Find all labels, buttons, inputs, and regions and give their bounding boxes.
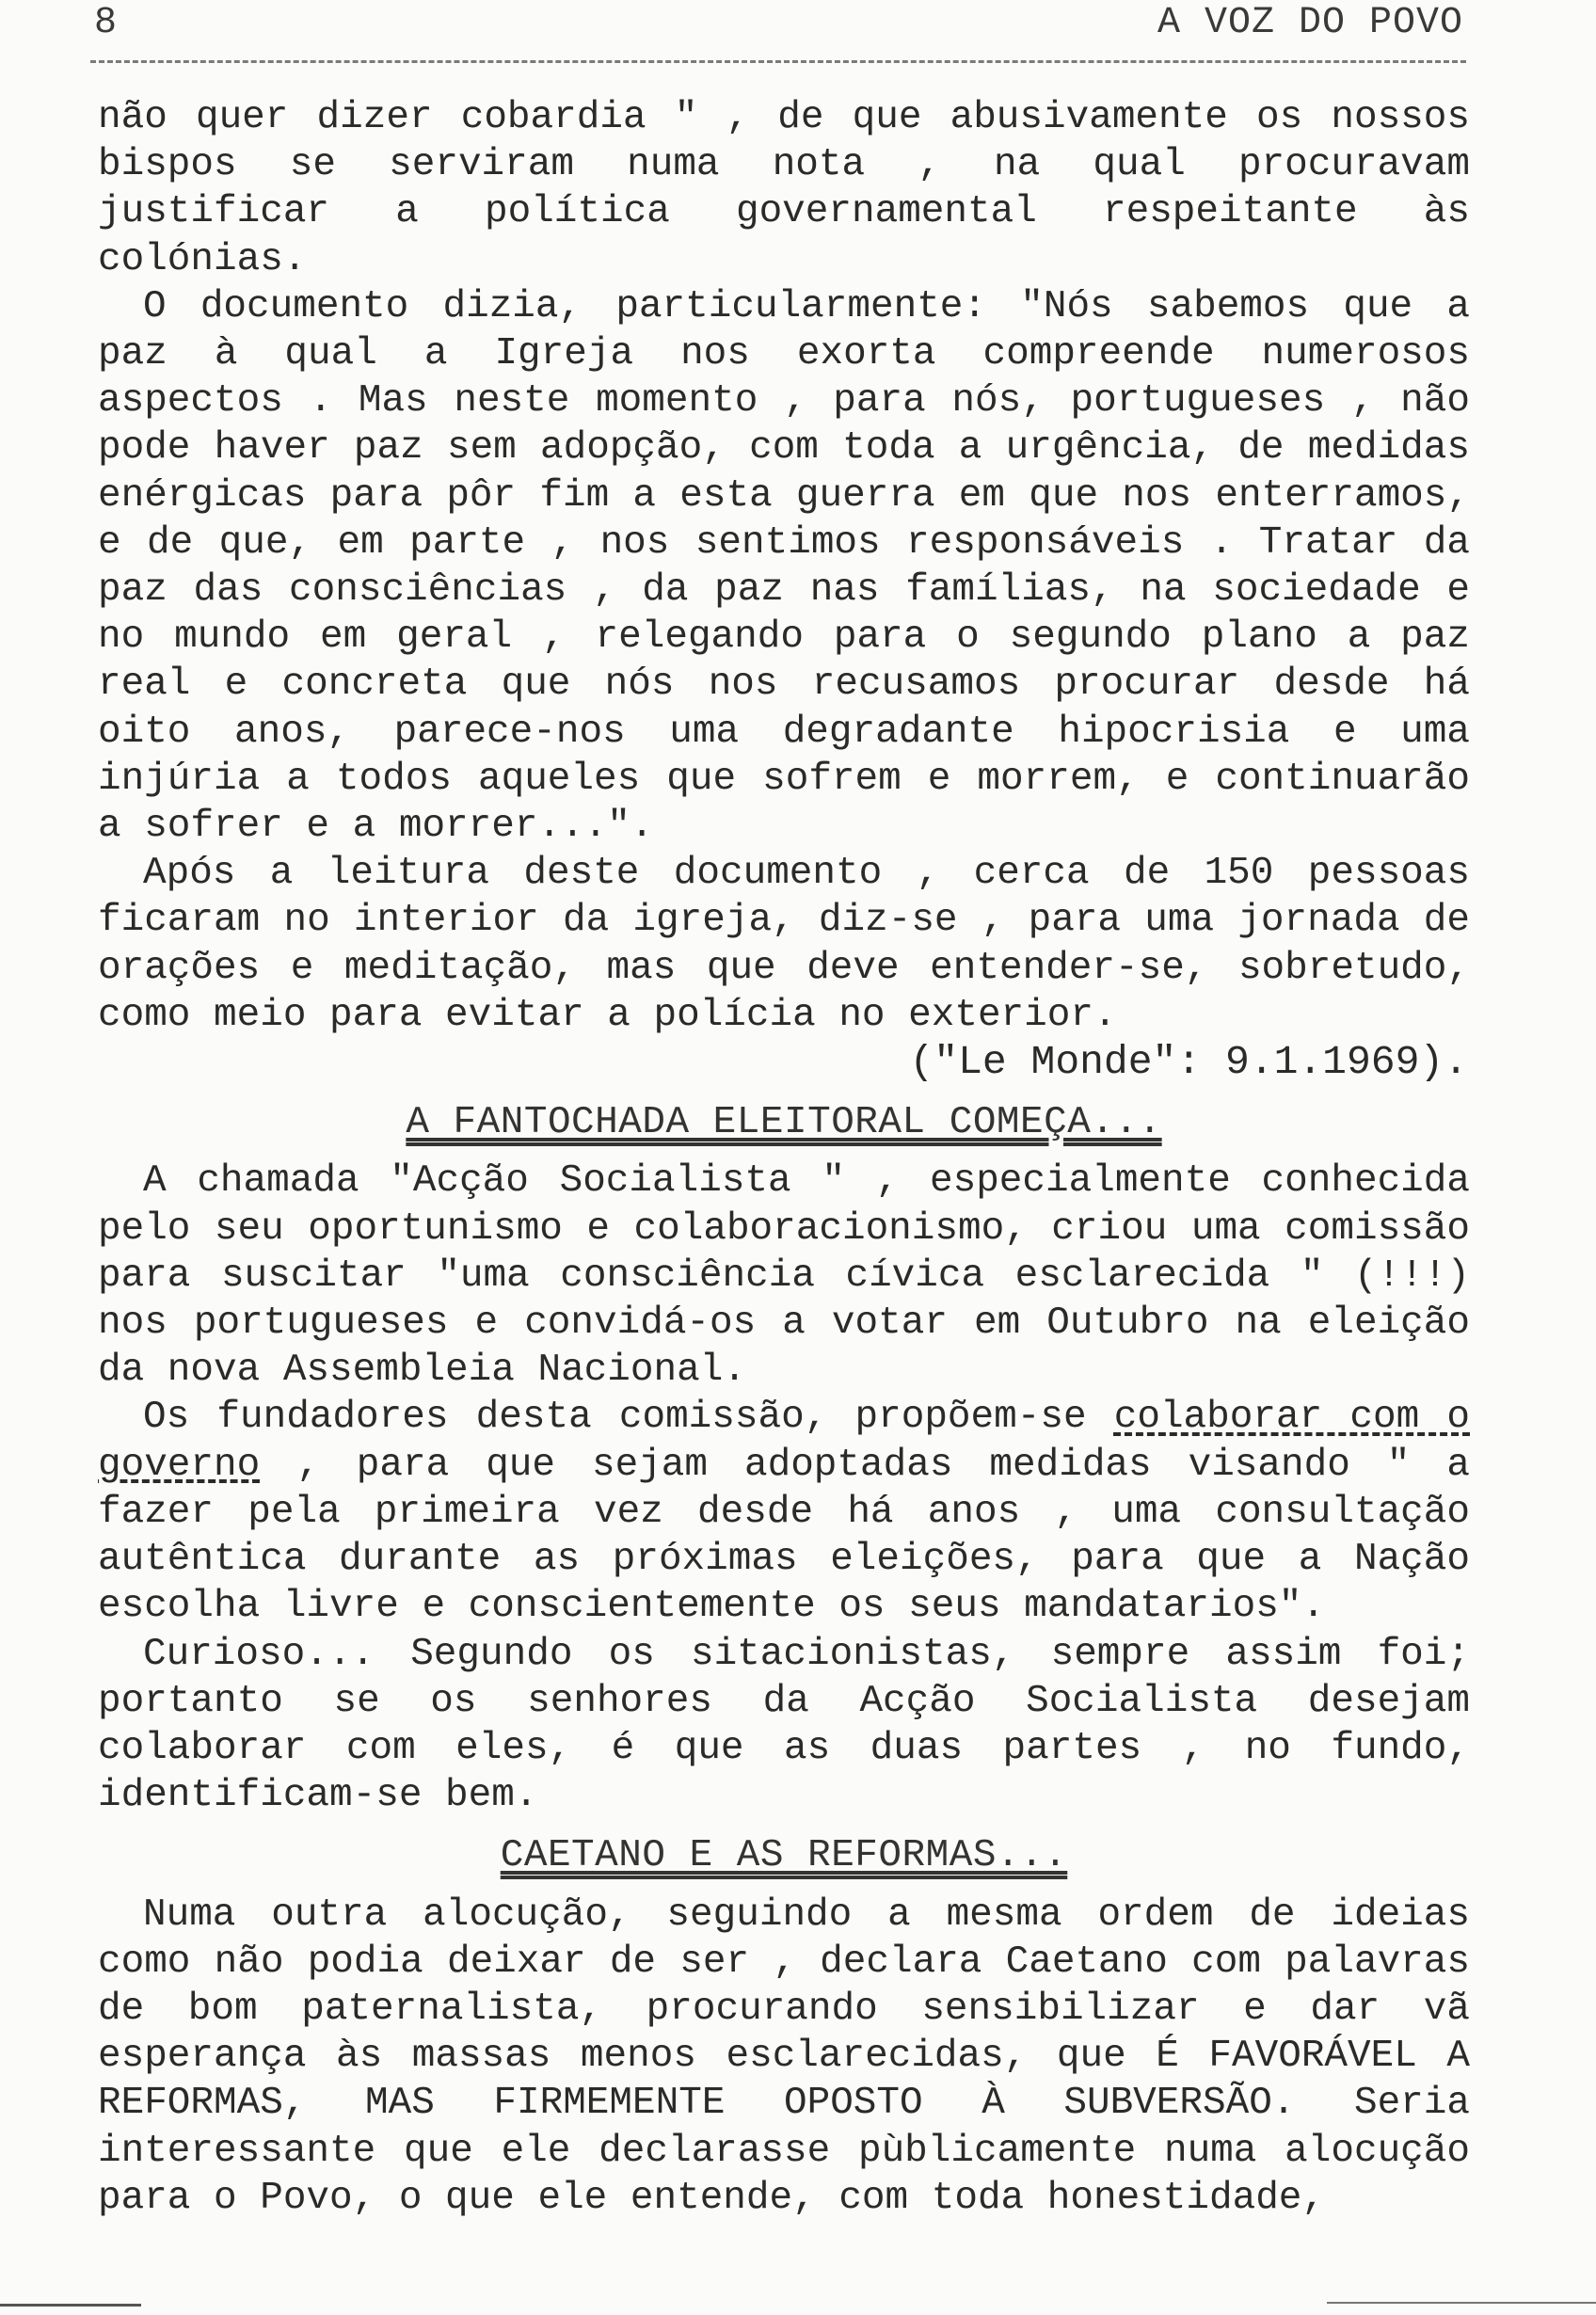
- body-text: [98, 94, 1470, 2222]
- section-heading-caetano: [98, 1832, 1470, 1879]
- bottom-edge-mark-left: [0, 2304, 141, 2307]
- paragraph-caetano: Numa outra alocução, seguindo a mesma ordem de ideias como não podia deixar de ser , declara Caetano com palavras de bom paternalista, procurando sensibilizar e dar vã esperança às massas menos esclarecidas, que É FAVORÁVEL A REFORMAS, MAS FIRMEMENTE OPOSTO À SUBVERSÃO. Seria interessante que ele declarasse pùblicamente numa alocução para o Povo, o que ele entende, com toda honestidade,: [98, 1892, 1470, 2220]
- paragraph-accao-socialista: A chamada "Acção Socialista " , especialmente conhecida pelo seu oportunismo e colaboracionismo, criou uma comissão para suscitar "uma consciência cívica esclarecida " (!!!) nos portugueses e convidá-os a votar em Outubro na eleição da nova Assembleia Nacional.: [98, 1159, 1470, 1393]
- bottom-edge-mark-right: [1327, 2302, 1596, 2304]
- paragraph-curioso: Curioso... Segundo os sitacionistas, sempre assim foi; portanto se os senhores da Acção Socialista desejam colaborar com eles, é que as duas partes , no fundo, identificam-se bem.: [98, 1632, 1470, 1818]
- paragraph-fundadores-start: Os fundadores desta comissão, propõem-se: [143, 1396, 1114, 1440]
- paragraph-after-reading: Após a leitura deste documento , cerca de 150 pessoas ficaram no interior da igreja, diz-se , para uma jornada de orações e meditação, mas que deve entender-se, sobretudo, como meio para evitar a polícia no exterior.: [98, 852, 1470, 1037]
- page-header: [94, 0, 1468, 45]
- running-title: A VOZ DO POVO: [1157, 2, 1463, 44]
- header-divider: [90, 60, 1466, 63]
- page-number: 8: [94, 2, 119, 44]
- source-citation: ("Le Monde": 9.1.1969).: [909, 1039, 1468, 1086]
- section-heading-eleitoral-text: A FANTOCHADA ELEITORAL COMEÇA...: [406, 1101, 1162, 1145]
- paragraph-fundadores: [98, 1394, 1470, 1630]
- paragraph-continuation: não quer dizer cobardia " , de que abusivamente os nossos bispos se serviram numa nota , na qual procuravam justificar a política governamental respeitante às colónias.: [98, 96, 1470, 281]
- underlined-phrase: colaborar com o governo: [98, 1396, 1471, 1487]
- section-heading-caetano-text: CAETANO E AS REFORMAS...: [500, 1834, 1068, 1878]
- section-heading-eleitoral: [98, 1099, 1470, 1146]
- paragraph-fundadores-end: , para que sejam adoptadas medidas visando " a fazer pela primeira vez desde há anos , uma consultação autêntica durante as próximas eleições, para que a Nação escolha livre e conscientemente os seus mandatarios".: [98, 1443, 1470, 1629]
- paragraph-document-quote: O documento dizia, particularmente: "Nós sabemos que a paz à qual a Igreja nos exorta compreende numerosos aspectos . Mas neste momento , para nós, portugueses , não pode haver paz sem adopção, com toda a urgência, de medidas enérgicas para pôr fim a esta guerra em que nos enterramos, e de que, em parte , nos sentimos responsáveis . Tratar da paz das consciências , da paz nas famílias, na sociedade e no mundo em geral , relegando para o segundo plano a paz real e concreta que nós nos recusamos procurar desde há oito anos, parece-nos uma degradante hipocrisia e uma injúria a todos aqueles que sofrem e morrem, e continuarão a sofrer e a morrer...".: [98, 284, 1470, 849]
